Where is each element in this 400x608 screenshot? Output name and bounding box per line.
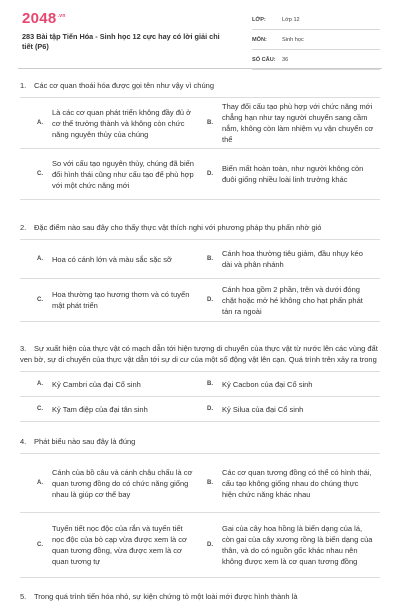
- option-c[interactable]: [20, 397, 200, 422]
- option-letter: D.: [207, 541, 213, 548]
- option-b[interactable]: [200, 98, 380, 149]
- meta-key: MÔN:: [252, 36, 267, 43]
- option-b[interactable]: [200, 372, 380, 397]
- option-text: Cánh hoa gồm 2 phần, trên và dưới đóng chặt hoặc mở hé không cho hạt phấn phát tán ra ngoài: [222, 284, 363, 316]
- option-text: Các cơ quan tương đồng có thể có hình thái, cấu tạo không giống nhau do chúng thực hiện chức năng khác nhau: [222, 467, 372, 499]
- option-text: Thay đổi cấu tạo phù hợp với chức năng mới chẳng hạn như tay người chuyển sang cầm nắm, không còn làm nhiệm vụ vận chuyển cơ thể: [222, 102, 374, 144]
- option-letter: C.: [37, 541, 43, 548]
- option-d[interactable]: [200, 513, 380, 578]
- option-letter: A.: [37, 380, 43, 387]
- meta-row-class: [252, 10, 380, 30]
- question-text: Sự xuất hiện của thực vật có mạch dẫn tới hiện tượng di chuyển của thực vật từ nước lên các vùng đất ven bờ, sự di chuyển của thực vật dẫn tới sự di cư của một số động vật lên cạn. Quá trình trên xảy ra trong: [20, 344, 378, 364]
- question-number: 3.: [20, 344, 27, 353]
- question-number: 2.: [20, 223, 27, 232]
- page-title: 283 Bài tập Tiến Hóa - Sinh học 12 cực hay có lời giải chi tiết (P6): [22, 32, 220, 51]
- option-letter: D.: [207, 296, 213, 303]
- option-d[interactable]: [200, 279, 380, 322]
- question-stem: [20, 343, 380, 365]
- option-b[interactable]: [200, 454, 380, 513]
- option-letter: B.: [207, 380, 213, 387]
- option-c[interactable]: [20, 149, 200, 200]
- meta-row-subject: [252, 30, 380, 50]
- option-c[interactable]: [20, 279, 200, 322]
- options-grid: [20, 239, 380, 322]
- logo-text: 2048: [22, 10, 57, 27]
- option-text: Hoa thường tạo hương thơm và có tuyến mật phát triển: [52, 290, 190, 310]
- meta-value: Sinh học: [282, 36, 304, 43]
- option-text: Cánh hoa thường tiêu giảm, đầu nhụy kéo dài và phân nhánh: [222, 249, 363, 269]
- question-3: [20, 343, 380, 422]
- option-letter: A.: [37, 119, 43, 126]
- option-letter: A.: [37, 479, 43, 486]
- option-a[interactable]: [20, 454, 200, 513]
- option-text: Kỷ Cambri của đại Cổ sinh: [52, 379, 141, 389]
- question-text: Trong quá trình tiến hóa nhỏ, sự kiện chứng tỏ một loài mới được hình thành là: [34, 592, 298, 601]
- option-letter: B.: [207, 119, 213, 126]
- option-text: Gai của cây hoa hồng là biến dạng của lá, còn gai của cây xương rồng là biến dạng của thân, và do có nguồn gốc khác nhau nên không được xem là cơ quan tương đồng: [222, 524, 373, 566]
- option-a[interactable]: [20, 98, 200, 149]
- question-text: Phát biểu nào sau đây là đúng: [34, 437, 136, 446]
- option-letter: C.: [37, 170, 43, 177]
- meta-key: SỐ CÂU:: [252, 56, 276, 63]
- option-c[interactable]: [20, 513, 200, 578]
- option-letter: D.: [207, 405, 213, 412]
- question-number: 4.: [20, 437, 27, 446]
- site-logo[interactable]: [22, 10, 66, 27]
- option-a[interactable]: [20, 372, 200, 397]
- option-text: Cánh của bồ câu và cánh châu chấu là cơ quan tương đồng do có chức năng giống nhau là giúp cơ thể bay: [52, 467, 193, 499]
- question-number: 5.: [20, 592, 27, 601]
- option-text: Hoa có cánh lớn và màu sắc sặc sỡ: [52, 254, 172, 264]
- options-grid: [20, 97, 380, 200]
- option-letter: B.: [207, 255, 213, 262]
- question-2: [20, 222, 380, 322]
- option-d[interactable]: [200, 149, 380, 200]
- meta-key: LỚP:: [252, 16, 266, 23]
- option-letter: B.: [207, 479, 213, 486]
- option-letter: A.: [37, 255, 43, 262]
- meta-row-count: [252, 50, 380, 70]
- question-4: [20, 436, 380, 578]
- question-stem: [20, 591, 380, 602]
- option-letter: D.: [207, 170, 213, 177]
- options-grid: [20, 453, 380, 578]
- option-text: Tuyến tiết nọc độc của rắn và tuyến tiết nọc độc của bò cạp vừa được xem là cơ quan tương đồng, vừa được xem là cơ quan tương tự: [52, 524, 187, 566]
- question-text: Đặc điểm nào sau đây cho thấy thực vật thích nghi với phương pháp thụ phấn nhờ gió: [34, 223, 322, 232]
- question-number: 1.: [20, 81, 27, 90]
- logo-suffix: .vn: [57, 13, 66, 19]
- question-text: Các cơ quan thoái hóa được gọi tên như vậy vì chúng: [34, 81, 214, 90]
- meta-value: Lớp 12: [282, 16, 300, 23]
- options-grid: [20, 371, 380, 422]
- option-text: Là các cơ quan phát triển không đầy đủ ở cơ thể trưởng thành và không còn chức năng nguyên thủy của chúng: [52, 107, 192, 139]
- question-stem: [20, 436, 380, 447]
- question-1: [20, 80, 380, 200]
- question-stem: [20, 80, 380, 91]
- option-a[interactable]: [20, 240, 200, 279]
- option-text: Kỷ Tam điệp của đại tân sinh: [52, 404, 148, 414]
- option-b[interactable]: [200, 240, 380, 279]
- option-text: Kỷ Cacbon của đại Cổ sinh: [222, 379, 313, 389]
- question-stem: [20, 222, 380, 233]
- header-divider: [18, 68, 382, 69]
- meta-table: [252, 10, 380, 70]
- option-text: Biến mất hoàn toàn, như người không còn đuôi giống nhiều loài linh trưởng khác: [222, 164, 364, 184]
- option-d[interactable]: [200, 397, 380, 422]
- option-letter: C.: [37, 405, 43, 412]
- option-text: Kỷ Silua của đại Cổ sinh: [222, 404, 304, 414]
- option-text: So với cấu tạo nguyên thủy, chúng đã biến đổi hình thái cũng như cấu tạo để phù hợp với một chức năng mới: [52, 158, 194, 190]
- option-letter: C.: [37, 296, 43, 303]
- meta-value: 36: [282, 56, 289, 63]
